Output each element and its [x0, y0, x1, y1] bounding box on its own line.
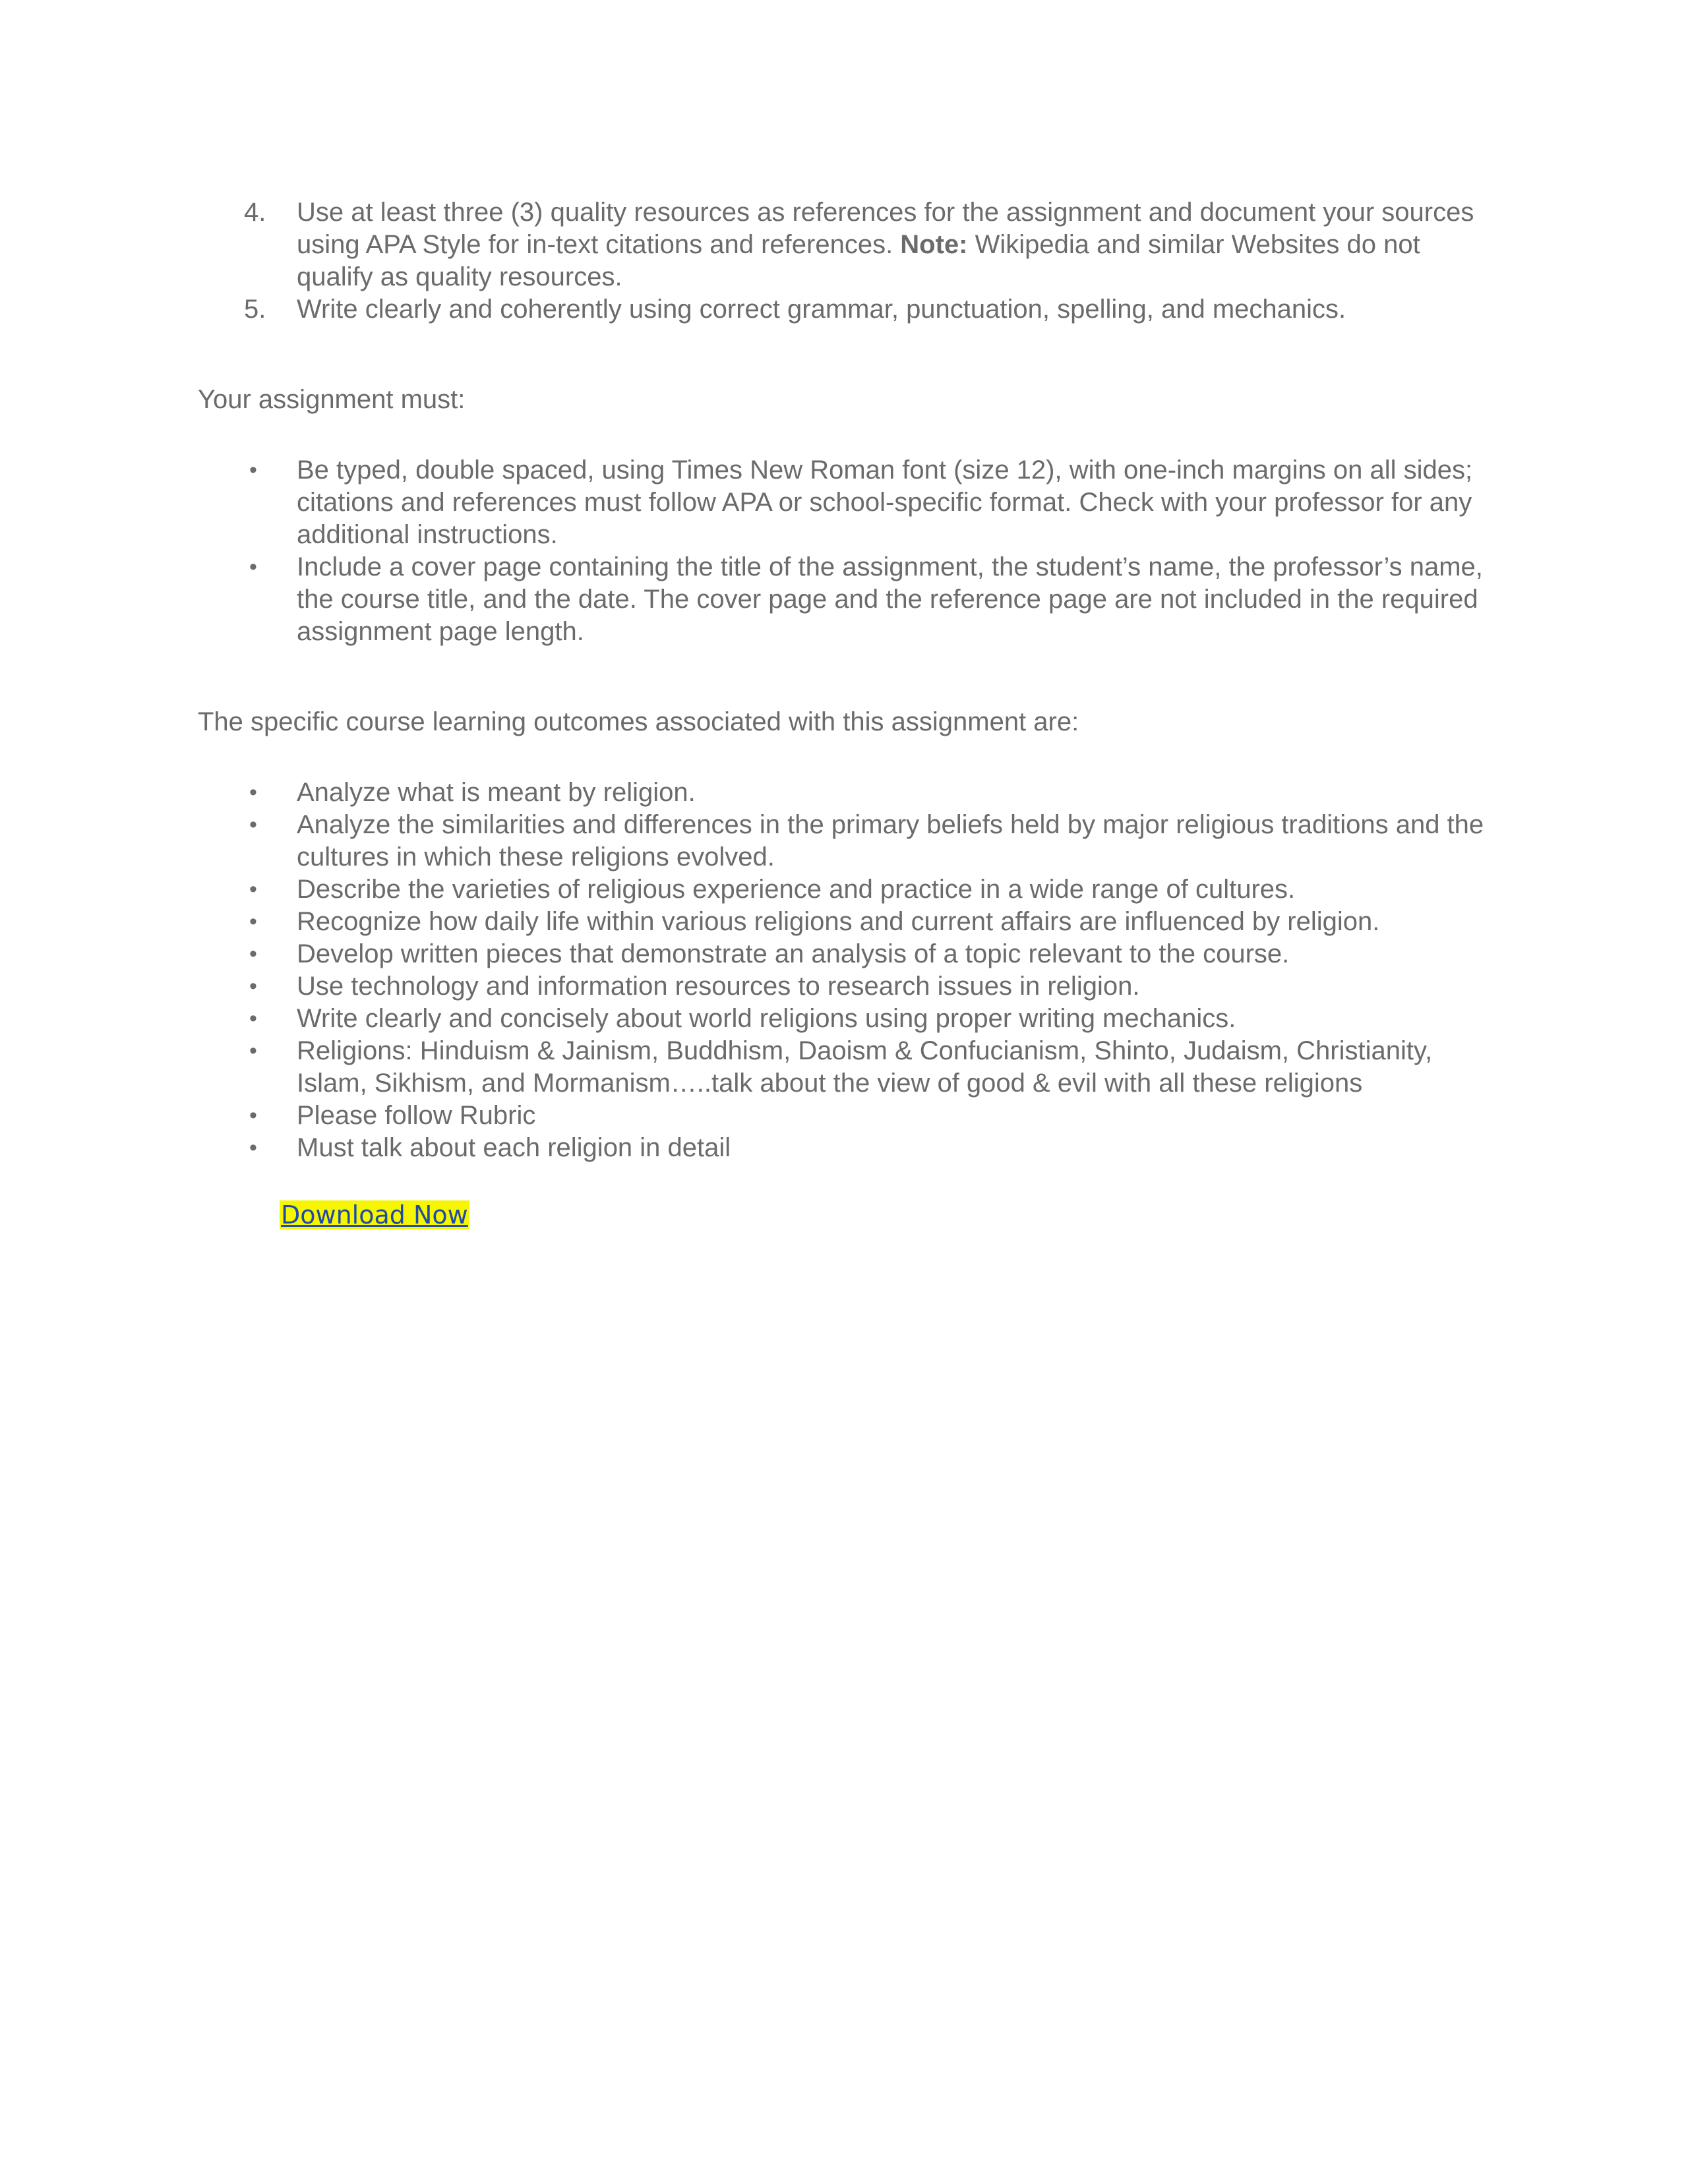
list-item — [198, 1132, 1490, 1164]
list-item-text: Describe the varieties of religious experience and practice in a wide range of cultures. — [297, 875, 1296, 904]
list-item-text: Develop written pieces that demonstrate an analysis of a topic relevant to the course. — [297, 939, 1290, 968]
list-item — [198, 1035, 1490, 1100]
list-item-text — [297, 198, 1474, 291]
list-item-text: Analyze what is meant by religion. — [297, 778, 696, 807]
list-item-text: Write clearly and concisely about world religions using proper writing mechanics. — [297, 1004, 1236, 1033]
outcomes-intro: The specific course learning outcomes associated with this assignment are: — [198, 707, 1079, 736]
list-number: 4. — [244, 198, 266, 227]
list-item-text: Analyze the similarities and differences in the primary beliefs held by major religious traditions and the cultures in which these religions evolved. — [297, 810, 1484, 871]
list-number: 5. — [244, 295, 266, 324]
list-item — [198, 938, 1490, 970]
bullet-icon: • — [249, 1038, 257, 1063]
numbered-item-5 — [198, 293, 1490, 326]
list-item-text: Please follow Rubric — [297, 1101, 536, 1130]
list-item — [198, 1100, 1490, 1132]
bullet-icon: • — [249, 909, 257, 934]
note-label: Note: — [900, 230, 968, 259]
list-item — [198, 551, 1490, 648]
list-item-text: Be typed, double spaced, using Times New Roman font (size 12), with one-inch margins on all sides; citations and references must follow APA or school-specific format. Check with your professor for any additional instructions. — [297, 456, 1473, 549]
assignment-requirements-list — [198, 454, 1490, 648]
list-item-text: Write clearly and coherently using correct grammar, punctuation, spelling, and mechanics. — [297, 295, 1346, 324]
list-item — [198, 1003, 1490, 1035]
download-now-link[interactable]: Download Now — [281, 1200, 468, 1229]
document-content — [198, 196, 1490, 1231]
numbered-list — [198, 196, 1490, 326]
download-container — [198, 1199, 1490, 1231]
list-item — [198, 777, 1490, 809]
bullet-icon: • — [249, 1103, 257, 1128]
learning-outcomes-list — [198, 777, 1490, 1164]
bullet-icon: • — [249, 812, 257, 837]
bullet-icon: • — [249, 780, 257, 805]
list-item-text: Must talk about each religion in detail — [297, 1133, 731, 1162]
bullet-icon: • — [249, 941, 257, 966]
bullet-icon: • — [249, 1006, 257, 1031]
list-item — [198, 873, 1490, 906]
list-item — [198, 970, 1490, 1003]
list-item-text: Religions: Hinduism & Jainism, Buddhism, Daoism & Confucianism, Shinto, Judaism, Christianity, Islam, Sikhism, and Mormanism…..talk about the view of good & evil with all these religions — [297, 1036, 1433, 1098]
bullet-icon: • — [249, 554, 257, 579]
item-text-after: Wikipedia and similar Websites do not qualify as quality resources. — [297, 230, 1420, 291]
bullet-icon: • — [249, 974, 257, 999]
item-text-before: Use at least three (3) quality resources as references for the assignment and document your sources using APA Style for in-text citations and references. — [297, 198, 1474, 259]
list-item-text: Use technology and information resources to research issues in religion. — [297, 972, 1140, 1001]
assignment-intro: Your assignment must: — [198, 385, 466, 414]
list-item — [198, 906, 1490, 938]
list-item — [198, 809, 1490, 873]
numbered-item-4 — [198, 196, 1490, 293]
list-item-text: Recognize how daily life within various religions and current affairs are influenced by religion. — [297, 907, 1380, 936]
bullet-icon: • — [249, 877, 257, 902]
list-item — [198, 454, 1490, 551]
bullet-icon: • — [249, 457, 257, 483]
list-item-text: Include a cover page containing the title of the assignment, the student’s name, the professor’s name, the course title, and the date. The cover page and the reference page are not included in the required assignment page length. — [297, 552, 1483, 646]
bullet-icon: • — [249, 1135, 257, 1160]
